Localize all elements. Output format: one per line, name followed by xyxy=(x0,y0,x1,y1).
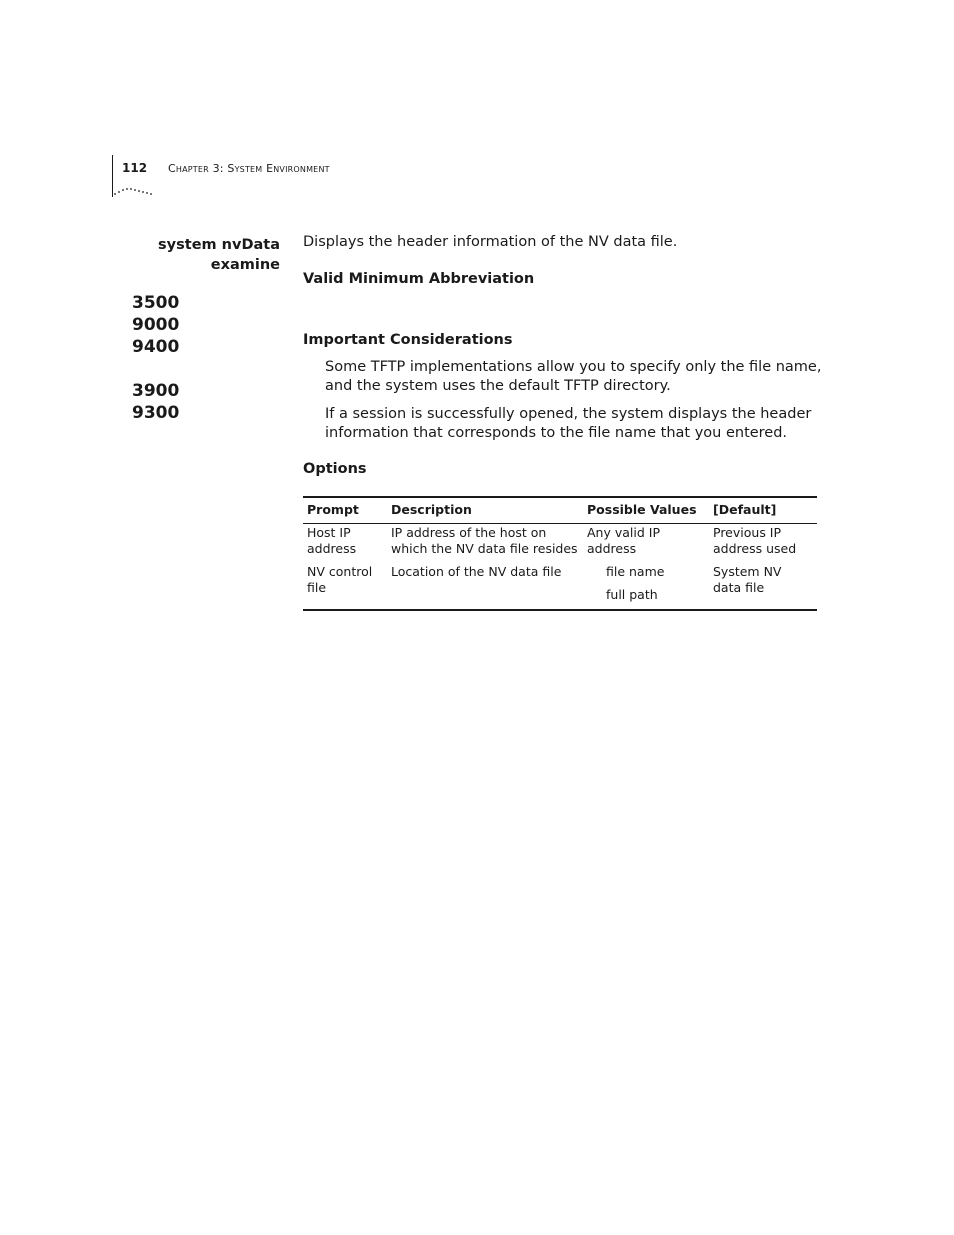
value-option: full path xyxy=(606,587,658,602)
column-header: [Default] xyxy=(709,497,817,524)
value-option: file name xyxy=(606,564,665,579)
column-header: Possible Values xyxy=(583,497,709,524)
options-heading: Options xyxy=(303,461,367,477)
table-row xyxy=(303,524,817,564)
cell-prompt: NV control file xyxy=(303,563,387,610)
cell-default: System NV data file xyxy=(709,563,817,610)
cell-description: Location of the NV data file xyxy=(387,563,583,610)
cell-values: Any valid IP address xyxy=(587,525,660,556)
cell-description: IP address of the host on which the NV data file resides xyxy=(391,525,578,556)
page-number: 112 xyxy=(122,161,148,175)
platform-gap xyxy=(132,358,179,380)
header-dots-ornament xyxy=(113,181,157,197)
cell-default: Previous IP address used xyxy=(713,525,797,556)
cell-prompt: Host IP address xyxy=(307,525,357,556)
consideration-paragraph: If a session is successfully opened, the system displays the header information that corresponds to the file name that you entered. xyxy=(325,406,812,441)
column-header: Prompt xyxy=(303,497,387,524)
command-name xyxy=(158,235,280,275)
column-header: Description xyxy=(387,497,583,524)
chapter-title: Chapter 3: System Environment xyxy=(168,162,330,175)
cell-values xyxy=(583,563,709,610)
table-row xyxy=(303,563,817,610)
platform-number: 9300 xyxy=(132,403,180,423)
options-table xyxy=(303,496,817,611)
valid-min-abbrev-heading: Valid Minimum Abbreviation xyxy=(303,271,535,287)
platform-number: 9400 xyxy=(132,337,180,357)
platform-list xyxy=(132,292,179,424)
command-name-line1: system nvData xyxy=(158,237,280,253)
platform-number: 9000 xyxy=(132,315,180,335)
platform-number: 3500 xyxy=(132,293,180,313)
platform-number: 3900 xyxy=(132,381,180,401)
important-considerations-heading: Important Considerations xyxy=(303,332,513,348)
intro-text: Displays the header information of the NV data file. xyxy=(303,234,678,250)
consideration-paragraph: Some TFTP implementations allow you to specify only the file name, and the system uses the default TFTP directory. xyxy=(325,359,822,394)
command-name-line2: examine xyxy=(210,257,280,273)
table-header-row xyxy=(303,497,817,524)
